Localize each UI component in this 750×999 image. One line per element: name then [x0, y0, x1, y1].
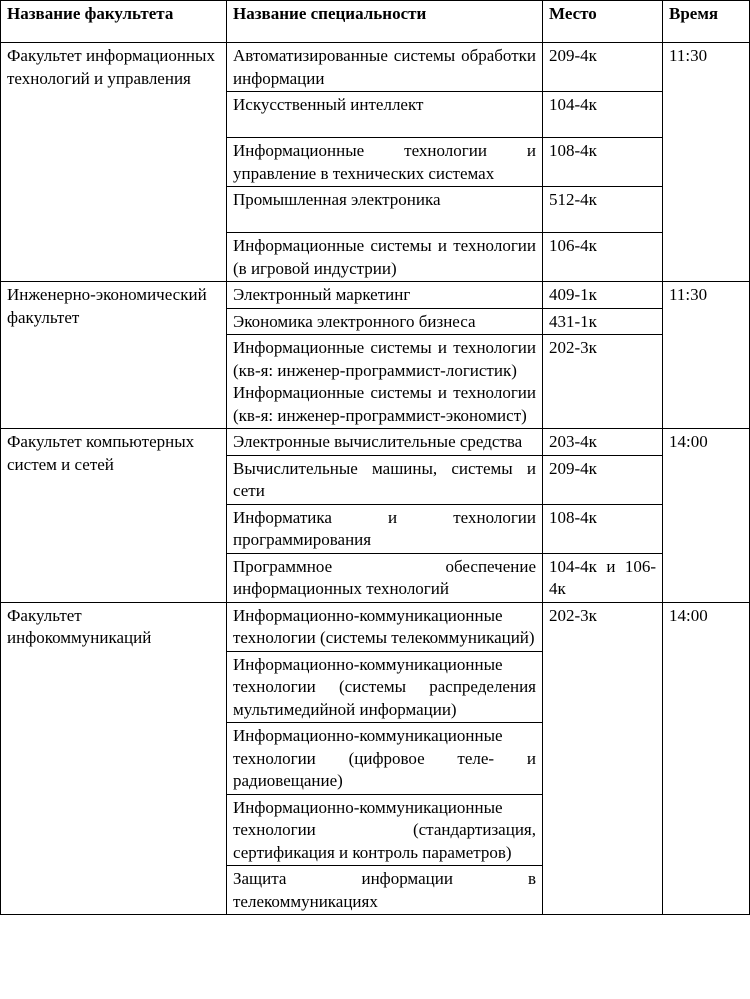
- specialty-cell: Экономика электронного бизнеса: [227, 308, 543, 335]
- header-row: [1, 1, 750, 43]
- specialty-cell: Промышленная электроника: [227, 187, 543, 233]
- place-cell: 209-4к: [543, 455, 663, 504]
- specialty-cell: Вычислительные машины, системы и сети: [227, 455, 543, 504]
- time-cell: 11:30: [663, 282, 750, 429]
- place-cell: 202-3к: [543, 335, 663, 429]
- place-cell: 203-4к: [543, 429, 663, 456]
- table-row: [1, 429, 750, 456]
- place-cell: 108-4к: [543, 138, 663, 187]
- specialty-cell: Электронные вычислительные средства: [227, 429, 543, 456]
- table-row: [1, 602, 750, 651]
- place-cell: 104-4к: [543, 92, 663, 138]
- specialty-cell: [227, 335, 543, 429]
- specialty-cell: Программное обеспечение информационных технологий: [227, 553, 543, 602]
- time-cell: 14:00: [663, 602, 750, 915]
- place-cell: 512-4к: [543, 187, 663, 233]
- place-cell: 209-4к: [543, 43, 663, 92]
- time-cell: 14:00: [663, 429, 750, 603]
- specialty-cell: Информационные технологии и управление в технических системах: [227, 138, 543, 187]
- header-time: Время: [663, 1, 750, 43]
- specialty-cell: Информационно-коммуникационные технологии (цифровое теле- и радиовещание): [227, 723, 543, 795]
- header-specialty: Название специальности: [227, 1, 543, 43]
- specialty-cell: Искусственный интеллект: [227, 92, 543, 138]
- faculty-name-cell: Факультет информационных технологий и управления: [1, 43, 227, 282]
- header-faculty: Название факультета: [1, 1, 227, 43]
- place-cell: 202-3к: [543, 602, 663, 915]
- header-place: Место: [543, 1, 663, 43]
- place-cell: 104-4к и 106-4к: [543, 553, 663, 602]
- specialty-cell: Информатика и технологии программирования: [227, 504, 543, 553]
- faculty-name-cell: Факультет компьютерных систем и сетей: [1, 429, 227, 603]
- specialty-cell: Автоматизированные системы обработки информации: [227, 43, 543, 92]
- time-cell: 11:30: [663, 43, 750, 282]
- place-cell: 409-1к: [543, 282, 663, 309]
- specialty-cell: Информационные системы и технологии (в игровой индустрии): [227, 233, 543, 282]
- specialty-cell: Электронный маркетинг: [227, 282, 543, 309]
- faculty-name-cell: Инженерно-экономический факультет: [1, 282, 227, 429]
- table-row: [1, 43, 750, 92]
- specialty-text: Информационные системы и технологии (кв-я: инженер-программист-логистик): [233, 338, 536, 380]
- specialty-text: Информационные системы и технологии (кв-я: инженер-программист-экономист): [233, 383, 536, 425]
- specialty-cell: Информационно-коммуникационные технологии (стандартизация, сертификация и контроль параметров): [227, 794, 543, 866]
- table-row: [1, 282, 750, 309]
- place-cell: 108-4к: [543, 504, 663, 553]
- specialty-cell: Защита информации в телекоммуникациях: [227, 866, 543, 915]
- specialty-cell: Информационно-коммуникационные технологии (системы телекоммуникаций): [227, 602, 543, 651]
- specialty-cell: Информационно-коммуникационные технологии (системы распределения мультимедийной информации): [227, 651, 543, 723]
- place-cell: 431-1к: [543, 308, 663, 335]
- place-cell: 106-4к: [543, 233, 663, 282]
- faculty-name-cell: Факультет инфокоммуникаций: [1, 602, 227, 915]
